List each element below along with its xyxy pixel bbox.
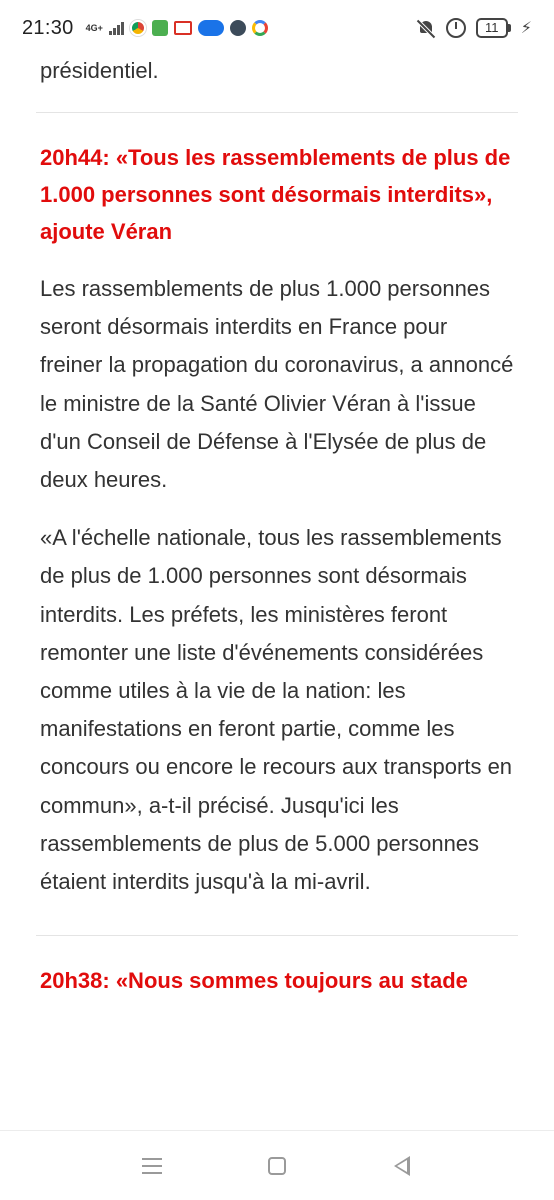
charging-bolt-icon: ⚡ <box>520 20 532 37</box>
gmail-icon <box>174 21 192 35</box>
entry-divider <box>36 112 518 113</box>
puzzle-icon <box>152 20 168 36</box>
battery-level: 11 <box>476 18 508 38</box>
entry-title[interactable]: 20h38: «Nous sommes toujours au stade <box>40 968 468 994</box>
system-nav-bar <box>0 1130 554 1200</box>
home-button[interactable] <box>257 1146 297 1186</box>
google-icon <box>252 20 268 36</box>
wear-icon <box>198 20 224 36</box>
battery-icon <box>476 18 511 38</box>
back-icon <box>394 1156 410 1176</box>
bell-off-icon <box>416 18 436 38</box>
alarm-icon <box>446 18 466 38</box>
entry-divider <box>36 935 518 936</box>
entry-title[interactable]: 20h44: «Tous les rassemblements de plus de 1.000 personnes sont désormais interdits», ajoute Véran <box>40 145 511 244</box>
entry-body <box>0 270 554 901</box>
network-indicator <box>86 24 103 33</box>
menu-icon <box>142 1158 162 1174</box>
status-right-icons <box>416 18 532 38</box>
signal-icon <box>109 21 124 35</box>
home-icon <box>268 1157 286 1175</box>
previous-entry-tail: présidentiel. <box>40 58 159 83</box>
back-button[interactable] <box>382 1146 422 1186</box>
entry-paragraph: «A l'échelle nationale, tous les rassemblements de plus de 1.000 personnes sont désormais interdits. Les préfets, les ministères feront remonter une liste d'événements considérées comme utiles à la vie de la nation: les manifestations en feront partie, comme les concours ou encore le recours aux transports en commun», a-t-il précisé. Jusqu'ici les rassemblements de plus de 5.000 personnes étaient interdits jusqu'à la mi-avril. <box>40 525 513 895</box>
menu-button[interactable] <box>132 1146 172 1186</box>
entry-paragraph: Les rassemblements de plus 1.000 personnes seront désormais interdits en France pour freiner la propagation du coronavirus, a annoncé le ministre de la Santé Olivier Véran à l'issue d'un Conseil de Défense à l'Elysée de plus de deux heures. <box>40 276 514 493</box>
chrome-icon <box>130 20 146 36</box>
battery-tip <box>508 24 511 32</box>
status-left-icons <box>86 20 268 36</box>
network-type: 4G+ <box>85 22 103 33</box>
article-content <box>0 48 554 999</box>
chat-bubble-icon <box>230 20 246 36</box>
status-time: 21:30 <box>22 16 74 39</box>
